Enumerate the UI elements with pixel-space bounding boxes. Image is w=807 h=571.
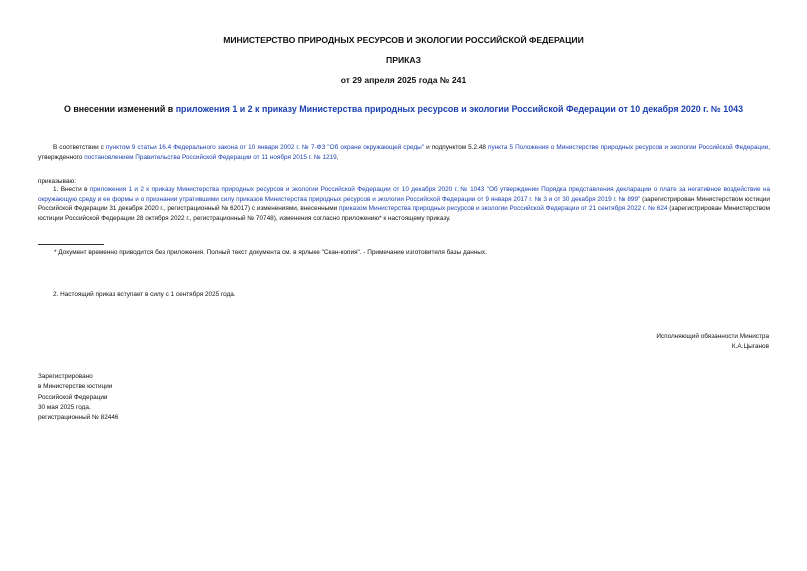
- preamble-text-2: и подпунктом 5.2.48: [424, 144, 488, 151]
- document-type: ПРИКАЗ: [386, 55, 421, 65]
- registration-line: Зарегистрировано: [38, 373, 93, 380]
- document-date-number: от 29 апреля 2025 года № 241: [340, 75, 467, 85]
- registration-block: [38, 372, 118, 423]
- preamble-text-3: , утвержденного: [38, 144, 770, 161]
- registration-line: в Министерстве юстиции: [38, 383, 113, 391]
- preamble-paragraph: [38, 143, 770, 162]
- order-624-link[interactable]: приказом Министерства природных ресурсов и экологии Российской Федерации от 21 сентября 2022 г. № 624: [339, 205, 668, 213]
- order-word: приказываю:: [38, 178, 76, 185]
- registration-line: 30 мая 2025 года,: [38, 403, 91, 411]
- preamble-text-4: ,: [336, 153, 339, 161]
- signatory-name: К.А.Цыганов: [731, 343, 769, 350]
- subject-link[interactable]: приложения 1 и 2 к приказу Министерства природных ресурсов и экологии Российской Федерации от 10 декабря 2020 г. № 1043: [175, 104, 744, 114]
- clause-1-text-2: (зарегистрирован Министерством юстиции Российской Федерации 31 декабря 2020 г., регистрационный № 62017) с изменениями, внесенными: [38, 195, 770, 213]
- preamble-text-1: В соответствии с: [53, 144, 106, 151]
- document-subject: [0, 104, 807, 114]
- footnote-divider: [38, 244, 104, 245]
- registration-line: Российской Федерации: [38, 393, 108, 401]
- order-1043-link[interactable]: приложения 1 и 2 к приказу Министерства природных ресурсов и экологии Российской Федерации от 10 декабря 2020 г. № 1043 "Об утверждении Порядка представления декларации о плате за негативное воздействие на окружающую среду и ее формы и о признании утратившими силу приказов Министерства природных ресурсов и экологии Российской Федерации от 9 января 2017 г. № 3 и от 30 декабря 2019 г. № 899": [38, 186, 770, 203]
- clause-1-text-3: (зарегистрирован Министерством юстиции Российской Федерации 28 октября 2022 г., регистрационный № 70748), изменения согласно приложению* к настоящему приказу.: [38, 205, 770, 222]
- footnote: * Документ временно приводится без приложения. Полный текст документа см. в ярлыке "Скан-копия". - Примечание изготовителя базы данных.: [54, 249, 487, 256]
- subject-prefix: О внесении изменений в: [63, 104, 176, 114]
- decree-link[interactable]: постановлением Правительства Российской Федерации от 11 ноября 2015 г. № 1219: [84, 153, 337, 161]
- regulation-link[interactable]: пункта 5 Положения о Министерстве природных ресурсов и экологии Российской Федерации: [488, 144, 769, 151]
- clause-1: [38, 185, 770, 223]
- signatory-position: Исполняющий обязанности Министра: [656, 333, 769, 340]
- registration-line: регистрационный № 82446: [38, 414, 119, 422]
- clause-1-text-1: 1. Внести в: [53, 186, 90, 193]
- signature-block: [519, 332, 769, 352]
- clause-2: 2. Настоящий приказ вступает в силу с 1 сентября 2025 года.: [53, 291, 236, 298]
- law-link[interactable]: пунктом 9 статьи 16.4 Федерального закона от 10 января 2002 г. № 7-ФЗ "Об охране окружающей среды": [105, 144, 425, 151]
- ministry-title: МИНИСТЕРСТВО ПРИРОДНЫХ РЕСУРСОВ И ЭКОЛОГИИ РОССИЙСКОЙ ФЕДЕРАЦИИ: [223, 35, 584, 45]
